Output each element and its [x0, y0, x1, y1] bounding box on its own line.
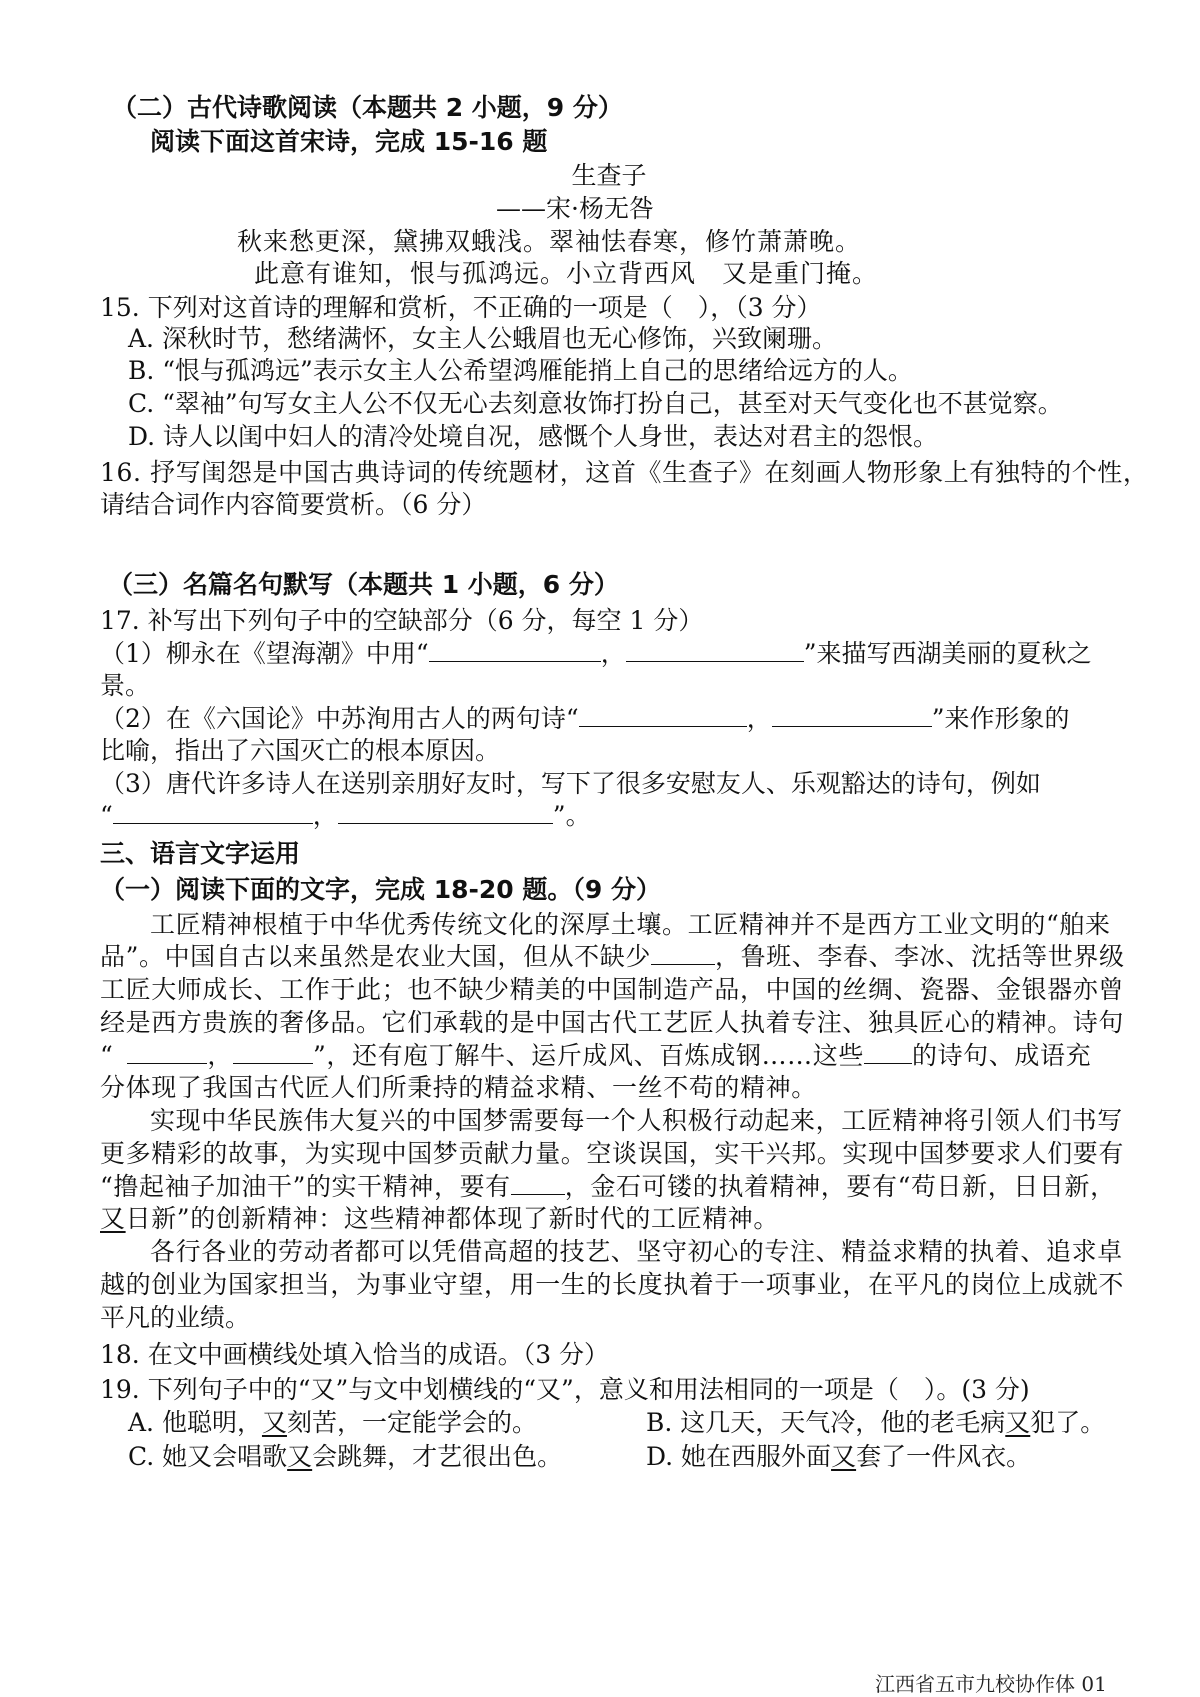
- passage-p2-line-3: [100, 1171, 1116, 1203]
- q19-c-you: 又: [287, 1442, 313, 1471]
- p1-l5-end: 的诗句、成语充: [911, 1041, 1092, 1070]
- q17-3-open-quote: “: [100, 801, 113, 830]
- idiom-blank-2[interactable]: [864, 1041, 912, 1064]
- passage-p1-line-1: 工匠精神根植于中华优秀传统文化的深厚土壤。工匠精神并不是西方工业文明的“舶来: [150, 910, 1111, 939]
- p1-l5-comma: ，: [207, 1041, 233, 1070]
- q17-item-2: [100, 703, 1070, 735]
- q19-d-part-3: 套了一件风衣。: [856, 1442, 1032, 1471]
- p2-l4-rest: 日新”的创新精神：这些精神都体现了新时代的工匠精神。: [125, 1204, 779, 1233]
- q17-1-suffix: ”来描写西湖美丽的夏秋之: [803, 639, 1092, 668]
- passage-p1-line-2: [100, 941, 1125, 973]
- p2-l3-end: ，金石可镂的执着精神，要有“苟日新，日日新，: [564, 1172, 1116, 1201]
- part-3-title: 三、语言文字运用: [100, 839, 301, 868]
- question-17: 17. 补写出下列句子中的空缺部分（6 分，每空 1 分）: [100, 606, 704, 635]
- q19-d-you: 又: [831, 1442, 857, 1471]
- q15-option-c: C. “翠袖”句写女主人公不仅无心去刻意妆饰打扮自己，甚至对天气变化也不甚觉察。: [128, 389, 1063, 418]
- q19-a-part-3: 刻苦，一定能学会的。: [286, 1408, 537, 1437]
- p1-l5-quote: “: [100, 1041, 114, 1070]
- q17-item-2-cont: 比喻，指出了六国灭亡的根本原因。: [100, 736, 501, 765]
- q17-2-blank-2[interactable]: [772, 704, 932, 727]
- q15-option-b: B. “恨与孤鸿远”表示女主人公希望鸿雁能捎上自己的思绪给远方的人。: [128, 356, 913, 385]
- question-16-line-1: 16. 抒写闺怨是中国古典诗词的传统题材，这首《生查子》在刻画人物形象上有独特的个性，: [100, 458, 1149, 487]
- q17-3-close: ”。: [552, 801, 591, 830]
- poem-author: ——宋·杨无咎: [496, 194, 654, 223]
- passage-p1-line-6: 分体现了我国古代匠人们所秉持的精益求精、一丝不苟的精神。: [100, 1073, 817, 1102]
- passage-p2-line-2: 更多精彩的故事，为实现中国梦贡献力量。空谈误国，实干兴邦。实现中国梦要求人们要有: [100, 1139, 1125, 1168]
- q17-2-prefix: （2）在《六国论》中苏洵用古人的两句诗“: [100, 704, 579, 733]
- question-16-line-2: 请结合词作内容简要赏析。（6 分）: [100, 490, 487, 519]
- q19-option-b: [646, 1407, 1105, 1439]
- q19-option-a: [128, 1407, 537, 1439]
- q17-item-3-cont: [100, 800, 591, 832]
- section-3-title: （三）名篇名句默写（本题共 1 小题，6 分）: [108, 570, 619, 599]
- q17-3-blank-2[interactable]: [338, 801, 553, 824]
- q19-option-c: [128, 1441, 562, 1473]
- poem-line-2: 此意有谁知，恨与孤鸿远。小立背西风 又是重门掩。: [254, 259, 879, 288]
- passage-p3-line-2: 越的创业为国家担当，为事业守望，用一生的长度执着于一项事业，在平凡的岗位上成就不: [100, 1270, 1125, 1299]
- p1-l2-end: ，鲁班、李春、李冰、沈括等世界级: [714, 942, 1125, 971]
- section-2-title: （二）古代诗歌阅读（本题共 2 小题，9 分）: [112, 93, 623, 122]
- q17-2-comma: ，: [746, 704, 772, 733]
- q17-item-1-cont: 景。: [100, 671, 151, 700]
- poem-blank-2[interactable]: [233, 1041, 313, 1064]
- question-19: 19. 下列句子中的“又”与文中划横线的“又”，意义和用法相同的一项是（ ）。(3 分): [100, 1375, 1030, 1404]
- q19-c-part-1: C. 她又会唱歌: [128, 1442, 288, 1471]
- poem-blank-1[interactable]: [127, 1041, 207, 1064]
- passage-p2-line-4: [100, 1203, 779, 1235]
- p2-l3-start: “撸起袖子加油干”的实干精神，要有: [100, 1172, 511, 1201]
- question-18: 18. 在文中画横线处填入恰当的成语。（3 分）: [100, 1340, 610, 1369]
- passage-p1-line-5: [100, 1040, 1091, 1072]
- q15-option-a: A. 深秋时节，愁绪满怀，女主人公蛾眉也无心修饰，兴致阑珊。: [128, 324, 837, 353]
- passage-p1-line-3: 工匠大师成长、工作于此；也不缺少精美的中国制造产品，中国的丝绸、瓷器、金银器亦曾: [100, 975, 1125, 1004]
- q17-1-comma: ，: [600, 639, 626, 668]
- q17-item-1: [100, 638, 1092, 670]
- section-2-intro: 阅读下面这首宋诗，完成 15-16 题: [150, 127, 548, 156]
- underlined-you: 又: [100, 1204, 126, 1233]
- q17-1-blank-2[interactable]: [626, 639, 804, 662]
- part-3-sub-1: （一）阅读下面的文字，完成 18-20 题。（9 分）: [100, 875, 661, 904]
- q17-item-3: （3）唐代许多诗人在送别亲朋好友时，写下了很多安慰友人、乐观豁达的诗句，例如: [100, 769, 1041, 798]
- q19-option-d: [646, 1441, 1031, 1473]
- passage-p2-line-1: 实现中华民族伟大复兴的中国梦需要每一个人积极行动起来，工匠精神将引领人们书写: [150, 1106, 1123, 1135]
- q15-option-d: D. 诗人以闺中妇人的清冷处境自况，感慨个人身世，表达对君主的怨恨。: [128, 422, 939, 451]
- poem-title: 生查子: [571, 161, 647, 190]
- q19-d-part-1: D. 她在西服外面: [646, 1442, 832, 1471]
- q19-a-you: 又: [261, 1408, 287, 1437]
- page-footer: 江西省五市九校协作体 01: [875, 1672, 1107, 1696]
- q17-2-blank-1[interactable]: [579, 704, 747, 727]
- q19-b-part-1: B. 这几天，天气冷，他的老毛病: [646, 1408, 1006, 1437]
- passage-p1-line-4: 经是西方贵族的奢侈品。它们承载的是中国古代工艺匠人执着专注、独具匠心的精神。诗句: [100, 1008, 1125, 1037]
- passage-p3-line-3: 平凡的业绩。: [100, 1303, 251, 1332]
- passage-p3-line-1: 各行各业的劳动者都可以凭借高超的技艺、坚守初心的专注、精益求精的执着、追求卓: [150, 1237, 1123, 1266]
- question-15: 15. 下列对这首诗的理解和赏析，不正确的一项是（ ），（3 分）: [100, 293, 822, 322]
- q19-b-part-3: 犯了。: [1030, 1408, 1106, 1437]
- idiom-blank-3[interactable]: [511, 1172, 565, 1195]
- q19-b-you: 又: [1005, 1408, 1031, 1437]
- q17-2-suffix: ”来作形象的: [931, 704, 1070, 733]
- q17-1-prefix: （1）柳永在《望海潮》中用“: [100, 639, 429, 668]
- poem-line-1: 秋来愁更深，黛拂双蛾浅。翠袖怯春寒，修竹萧萧晚。: [237, 227, 862, 256]
- q17-3-comma: ，: [312, 801, 338, 830]
- q19-c-part-3: 会跳舞，才艺很出色。: [312, 1442, 563, 1471]
- p1-l2-start: 品”。中国自古以来虽然是农业大国，但从不缺少: [100, 942, 651, 971]
- p1-l5-mid: ”，还有庖丁解牛、运斤成风、百炼成钢……这些: [313, 1041, 864, 1070]
- idiom-blank-1[interactable]: [651, 942, 715, 965]
- q19-a-part-1: A. 他聪明，: [128, 1408, 262, 1437]
- q17-1-blank-1[interactable]: [429, 639, 601, 662]
- q17-3-blank-1[interactable]: [113, 801, 313, 824]
